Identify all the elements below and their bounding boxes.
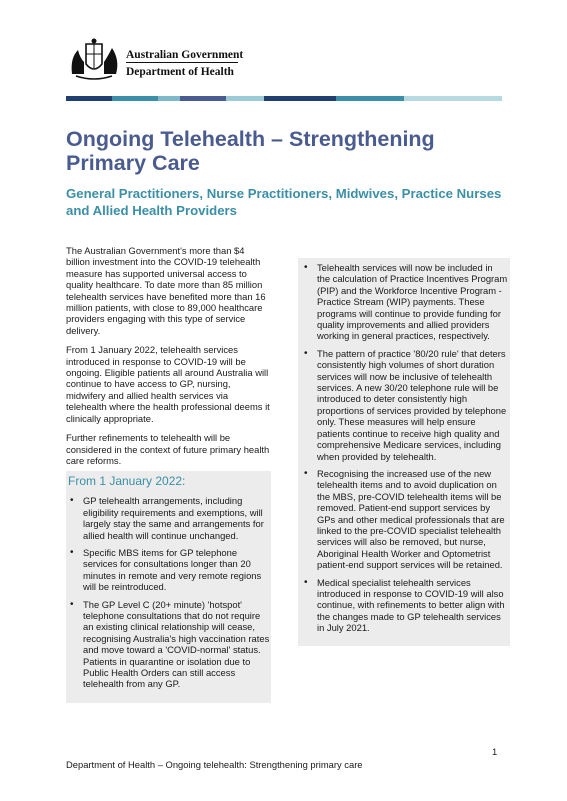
list-item: • Recognising the increased use of the new telehealth items and to avoid duplication on the MBS, pre-COVID telehealth items will be removed. Patient-end support services by GPs and other medical professionals that are linked to the pre-COVID specialist telehealth services will also be removed, but nurse, Aboriginal Health Worker and Optometrist patient-end support services will be retained. (300, 468, 508, 571)
page-title: Ongoing Telehealth – Strengthening Primary Care (66, 127, 435, 175)
list-item: • Specific MBS items for GP telephone services for consultations longer than 20 minutes in remote and very remote regions will be reintroduced. (66, 547, 271, 593)
left-column (66, 245, 271, 703)
right-column-box (298, 258, 510, 646)
intro-paragraph: Further refinements to telehealth will be considered in the context of future primary health care reforms. (66, 432, 270, 466)
list-item: • GP telehealth arrangements, including eligibility requirements and exemptions, will largely stay the same and arrangements for allied health will continue unchanged. (66, 495, 271, 541)
list-item: • The GP Level C (20+ minute) 'hotspot' telephone consultations that do not require an existing clinical relationship will cease, recognising Australia's high vaccination rates and move toward a 'COVID-normal' status. Patients in quarantine or isolation due to Public Health Orders can still access telehealth from any GP. (66, 599, 271, 690)
logo-divider (126, 62, 238, 63)
department-name: Department of Health (126, 66, 234, 78)
page-subtitle: General Practitioners, Nurse Practitioners, Midwives, Practice Nurses and Allied Health Providers (66, 186, 502, 218)
box-heading: From 1 January 2022: (68, 474, 186, 489)
changes-list-left (66, 495, 271, 690)
coat-of-arms-icon (66, 38, 122, 82)
government-logo (66, 38, 246, 82)
intro-paragraph: From 1 January 2022, telehealth services introduced in response to COVID-19 will be ongoing. Eligible patients all around Australia will continue to have access to GP, nursing, midwifery and allied health services via telehealth where the health professional deems it clinically appropriate. (66, 344, 270, 424)
list-item: • The pattern of practice '80/20 rule' that deters consistently high volumes of short duration services will now be inclusive of telehealth services. A new 30/20 telephone rule will be introduced to deter consistently high proportions of services provided by telephone only. These measures will help ensure patients continue to receive high quality and comprehensive Medicare services, including when provided by telehealth. (300, 348, 508, 462)
changes-list-right (300, 262, 508, 634)
page-footer: Department of Health – Ongoing telehealth: Strengthening primary care (66, 759, 363, 770)
list-item: • Medical specialist telehealth services introduced in response to COVID-19 will also continue, with refinements to better align with the changes made to GP telehealth services in July 2021. (300, 577, 508, 634)
list-item: • Telehealth services will now be included in the calculation of Practice Incentives Program (PIP) and the Workforce Incentive Program - Practice Stream (WIP) payments. These programs will continue to provide funding for quality improvements and allied providers working in general practices, respectively. (300, 262, 508, 342)
header-color-bar (66, 96, 502, 101)
changes-box (66, 471, 271, 703)
page-number: 1 (492, 746, 498, 757)
intro-paragraph: The Australian Government's more than $4 billion investment into the COVID-19 telehealth measure has supported universal access to quality healthcare. To date more than 85 million telehealth services have benefited more than 16 million patients, with close to 89,000 healthcare providers engaging with this type of service delivery. (66, 245, 266, 336)
government-name: Australian Government (126, 49, 244, 61)
